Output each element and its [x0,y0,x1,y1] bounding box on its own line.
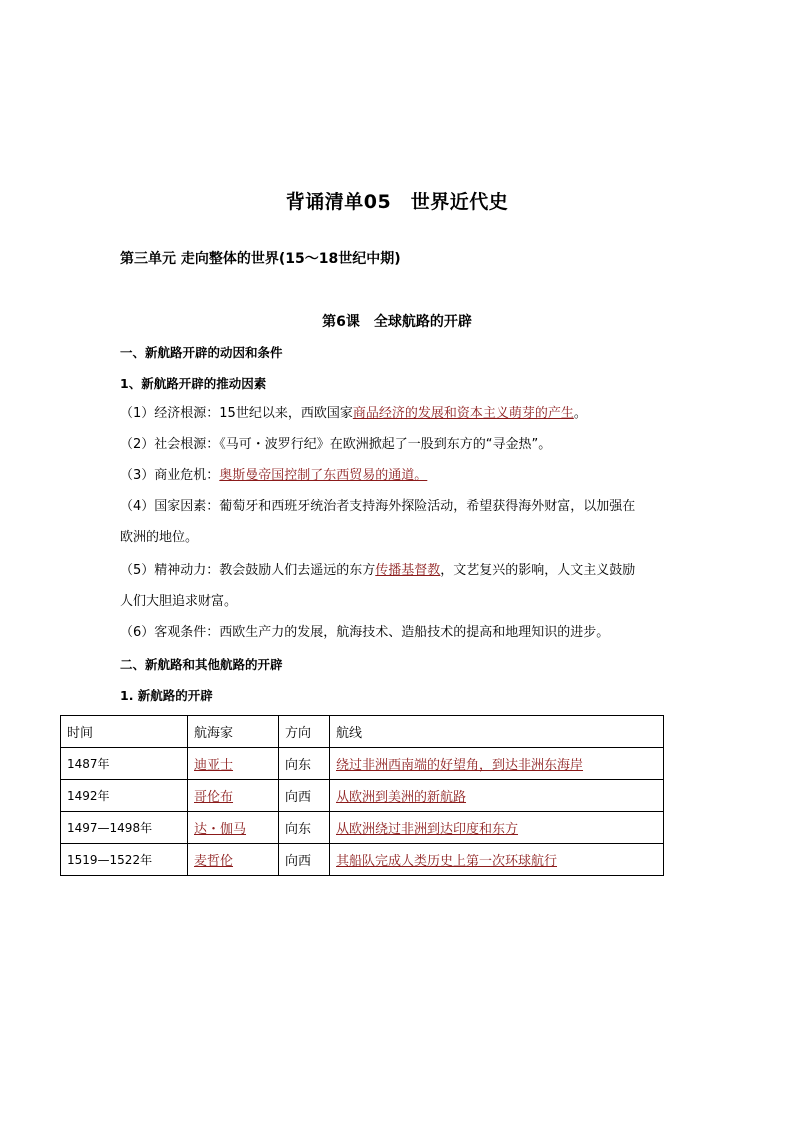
highlighted-answer: 麦哲伦 [194,854,234,869]
highlighted-answer: 其船队完成人类历史上第一次环球航行 [336,854,558,869]
voyages-table [60,715,664,876]
factor-item-text: （2）社会根源：《马可・波罗行纪》在欧洲掀起了一股到东方的“寻金热”。 [120,437,552,452]
cell-direction: 向西 [279,844,330,876]
section-heading-1: 一、新航路开辟的动因和条件 [120,345,283,360]
factor-item-national [120,491,680,553]
cell-direction: 向东 [279,748,330,780]
page-title: 背诵清单05 世界近代史 [285,191,509,213]
highlighted-answer: 从欧洲绕过非洲到达印度和东方 [336,822,519,837]
header-time: 时间 [61,716,188,748]
cell-time: 1497—1498年 [61,812,188,844]
header-navigator: 航海家 [188,716,279,748]
cell-route [330,780,664,812]
factor-item-economic [120,398,680,429]
factor-item-commercial [120,460,680,491]
highlighted-answer: 奥斯曼帝国控制了东西贸易的通道。 [219,468,428,483]
factor-item-social [120,429,680,460]
highlighted-answer: 从欧洲到美洲的新航路 [336,790,467,805]
highlighted-answer: 传播基督教 [375,563,441,578]
header-direction: 方向 [279,716,330,748]
cell-direction: 向西 [279,780,330,812]
header-route: 航线 [330,716,664,748]
table-row [61,748,664,780]
table-header-row [61,716,664,748]
cell-navigator [188,812,279,844]
sub-heading-2: 1. 新航路的开辟 [120,688,213,703]
factor-item-text: （1）经济根源：15世纪以来，西欧国家 [120,406,353,421]
factor-item-text: 。 [573,406,587,421]
factor-item-line: 人们大胆追求财富。 [120,594,238,609]
factor-item-line: （4）国家因素：葡萄牙和西班牙统治者支持海外探险活动，希望获得海外财富，以加强在 [120,499,636,514]
lesson-heading: 第6课 全球航路的开辟 [322,314,472,330]
cell-direction: 向东 [279,812,330,844]
table-row [61,812,664,844]
factor-item-line [120,555,680,586]
cell-time: 1519—1522年 [61,844,188,876]
cell-route [330,844,664,876]
cell-route [330,812,664,844]
table-row [61,844,664,876]
factor-item-text: （3）商业危机： [120,468,220,483]
highlighted-answer: 商品经济的发展和资本主义萌芽的产生 [352,406,574,421]
factor-item-objective [120,617,680,648]
sub-heading-1: 1、新航路开辟的推动因素 [120,376,267,391]
cell-time: 1487年 [61,748,188,780]
highlighted-answer: 哥伦布 [194,790,234,805]
factor-item-text: ，文艺复兴的影响，人文主义鼓励 [440,563,636,578]
cell-route [330,748,664,780]
cell-navigator [188,844,279,876]
cell-navigator [188,780,279,812]
highlighted-answer: 迪亚士 [194,758,234,773]
factor-item-text: （6）客观条件：西欧生产力的发展，航海技术、造船技术的提高和地理知识的进步。 [120,625,610,640]
factor-item-text: （5）精神动力：教会鼓励人们去遥远的东方 [120,563,376,578]
cell-time: 1492年 [61,780,188,812]
factor-item-line: 欧洲的地位。 [120,530,199,545]
unit-heading: 第三单元 走向整体的世界(15～18世纪中期) [120,251,401,267]
section-heading-2: 二、新航路和其他航路的开辟 [120,657,283,672]
highlighted-answer: 达・伽马 [194,822,247,837]
highlighted-answer: 绕过非洲西南端的好望角，到达非洲东海岸 [336,758,584,773]
cell-navigator [188,748,279,780]
factor-item-spiritual [120,555,680,617]
table-row [61,780,664,812]
